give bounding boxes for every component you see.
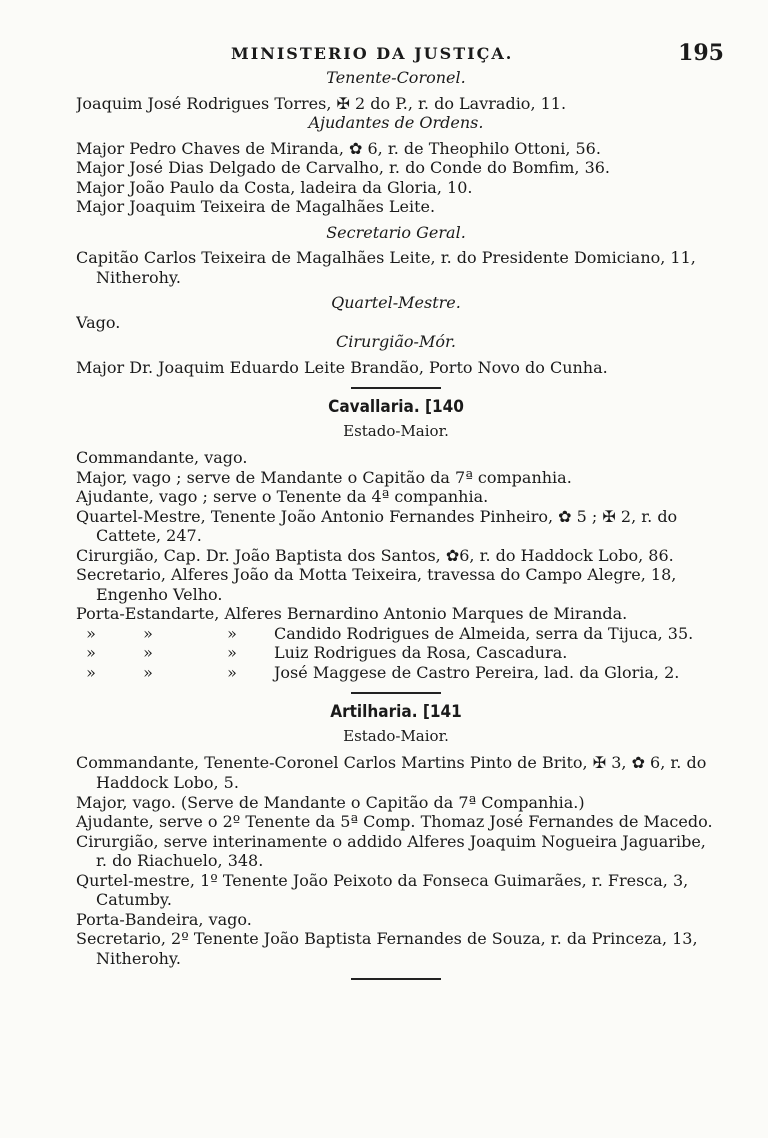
ditto-entry: Candido Rodrigues de Almeida, serra da Tijuca, 35. (274, 623, 694, 643)
heading-secretario-geral: Secretario Geral. (326, 222, 466, 242)
ajudante-entry: Major João Paulo da Costa, ladeira da Gloria, 10. (76, 177, 473, 197)
ajudante-entry: Major Joaquim Teixeira de Magalhães Leite. (76, 197, 436, 217)
cavallaria-entry: Secretario, Alferes João da Motta Teixeira, travessa do Campo Alegre, 18, Engenho Velho. (76, 565, 677, 604)
ditto-entry: José Maggese de Castro Pereira, lad. da Gloria, 2. (274, 662, 680, 682)
artilharia-entry: Major, vago. (Serve de Mandante o Capitão da 7ª Companhia.) (76, 792, 585, 812)
ditto-mark: » (227, 662, 237, 682)
section-divider (351, 692, 441, 694)
ditto-mark: » (86, 662, 96, 682)
subtitle-estado-maior: Estado-Maior. (343, 727, 449, 746)
heading-ajudantes: Ajudantes de Ordens. (308, 113, 484, 133)
running-title: MINISTERIO DA JUSTIÇA. (231, 44, 514, 63)
ditto-row (76, 643, 716, 663)
document-page (76, 40, 724, 988)
artilharia-entry: Cirurgião, serve interinamente o addido Alferes Joaquim Nogueira Jaguaribe, r. do Riachuelo, 348. (76, 831, 706, 871)
cavallaria-entry: Ajudante, vago ; serve o Tenente da 4ª companhia. (76, 487, 489, 507)
section-title-cavallaria: Cavallaria. [140 (328, 397, 464, 418)
ditto-row (76, 663, 716, 683)
cavallaria-entry: Quartel-Mestre, Tenente João Antonio Fernandes Pinheiro, ✿ 5 ; ✠ 2, r. do Cattete, 247. (76, 506, 678, 546)
ditto-mark: » (143, 662, 153, 682)
page-header (76, 40, 724, 68)
secretario-entry: Capitão Carlos Teixeira de Magalhães Leite, r. do Presidente Domiciano, 11, Nitherohy. (76, 248, 696, 287)
ditto-mark: » (143, 643, 153, 663)
quartel-entry: Vago. (76, 312, 121, 332)
artilharia-entry: Secretario, 2º Tenente João Baptista Fernandes de Souza, r. da Princeza, 13, Nitherohy. (76, 929, 698, 968)
heading-quartel-mestre: Quartel-Mestre. (331, 293, 461, 313)
cavallaria-entry: Porta-Estandarte, Alferes Bernardino Antonio Marques de Miranda. (76, 604, 628, 624)
cavallaria-entry: Major, vago ; serve de Mandante o Capitão da 7ª companhia. (76, 467, 572, 487)
ajudante-entry: Major José Dias Delgado de Carvalho, r. do Conde do Bomfim, 36. (76, 158, 611, 178)
artilharia-entry: Ajudante, serve o 2º Tenente da 5ª Comp. Thomaz José Fernandes de Macedo. (76, 812, 713, 832)
ditto-mark: » (86, 643, 96, 663)
artilharia-entry: Qurtel-mestre, 1º Tenente João Peixoto da Fonseca Guimarães, r. Fresca, 3, Catumby. (76, 870, 689, 910)
cavallaria-entry: Commandante, vago. (76, 448, 248, 468)
ditto-mark: » (143, 623, 153, 643)
ditto-row (76, 624, 716, 644)
ditto-entry: Luiz Rodrigues da Rosa, Cascadura. (274, 643, 568, 663)
ajudante-entry: Major Pedro Chaves de Miranda, ✿ 6, r. de Theophilo Ottoni, 56. (76, 138, 601, 158)
tenente-coronel-entry: Joaquim José Rodrigues Torres, ✠ 2 do P., r. do Lavradio, 11. (76, 93, 567, 113)
section-divider (351, 978, 441, 980)
page-number: 195 (678, 40, 724, 66)
cavallaria-entry: Cirurgião, Cap. Dr. João Baptista dos Santos, ✿6, r. do Haddock Lobo, 86. (76, 545, 674, 565)
artilharia-entry: Porta-Bandeira, vago. (76, 909, 252, 929)
cirurgiao-entry: Major Dr. Joaquim Eduardo Leite Brandão, Porto Novo do Cunha. (76, 357, 608, 377)
heading-cirurgiao-mor: Cirurgião-Mór. (336, 332, 456, 352)
artilharia-entry: Commandante, Tenente-Coronel Carlos Martins Pinto de Brito, ✠ 3, ✿ 6, r. do Haddock Lobo, 5. (76, 753, 707, 792)
section-title-artilharia: Artilharia. [141 (330, 702, 462, 723)
ditto-mark: » (227, 623, 237, 643)
section-divider (351, 387, 441, 389)
subtitle-estado-maior: Estado-Maior. (343, 421, 449, 440)
heading-tenente-coronel: Tenente-Coronel. (326, 68, 466, 87)
ditto-mark: » (86, 623, 96, 643)
ditto-mark: » (227, 643, 237, 663)
